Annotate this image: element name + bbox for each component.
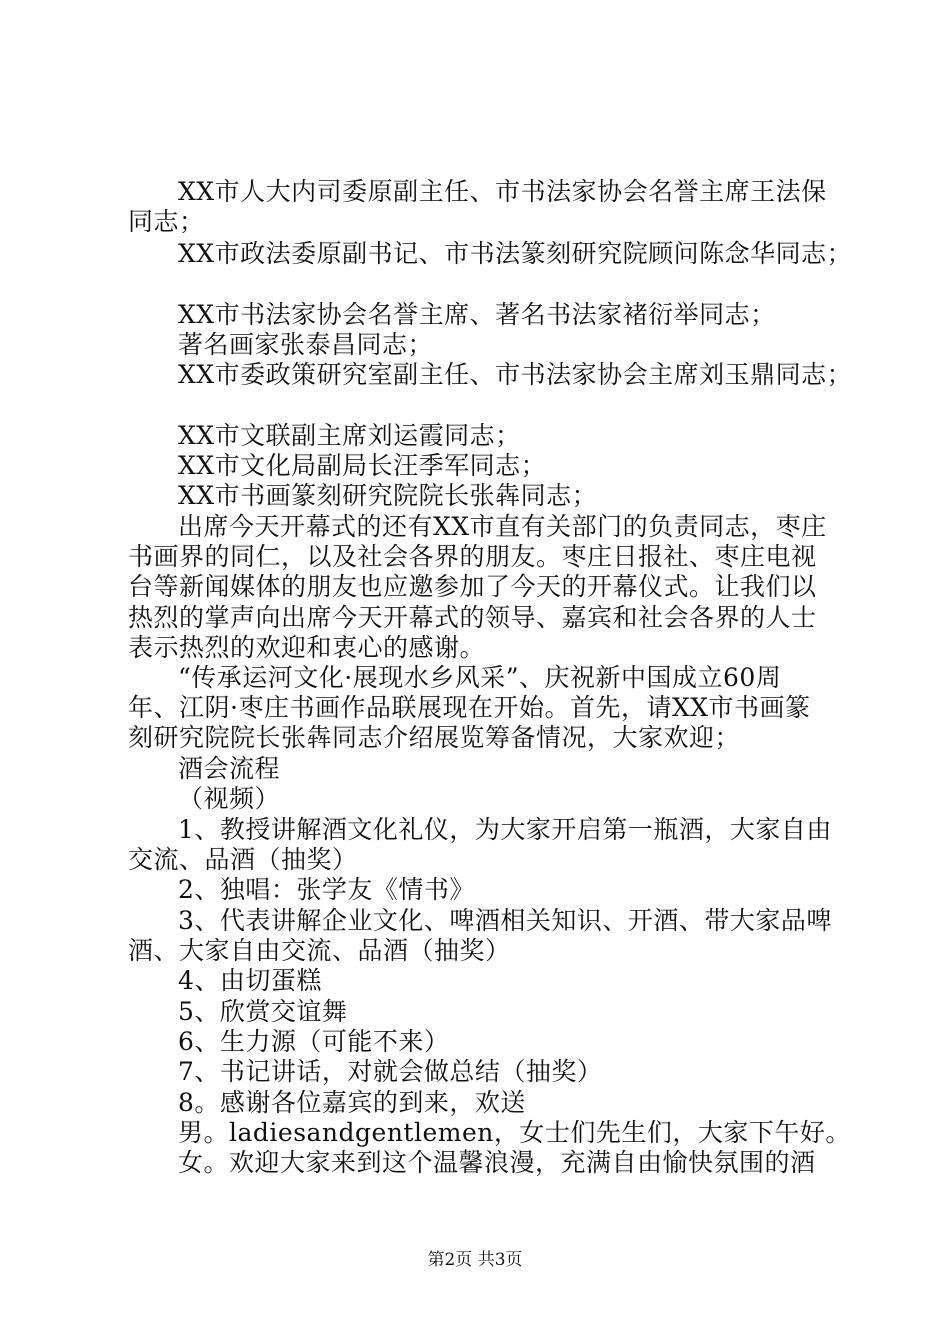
text-line: 8。感谢各位嘉宾的到来，欢送 — [178, 1088, 526, 1117]
text-line: 7、书记讲话，对就会做总结（抽奖） — [178, 1057, 603, 1086]
text-line: 热烈的掌声向出席今天开幕式的领导、嘉宾和社会各界的人士 — [128, 603, 817, 632]
text-line: 酒会流程 — [178, 754, 281, 783]
text-line: 1、教授讲解酒文化礼仪，为大家开启第一瓶酒，大家自由 — [178, 815, 832, 844]
text-line: 6、生力源（可能不来） — [178, 1027, 450, 1056]
text-line: 男。ladiesandgentlemen，女士们先生们，大家下午好。 — [178, 1118, 851, 1147]
text-line: XX市文联副主席刘运霞同志； — [178, 421, 521, 450]
text-line: XX市委政策研究室副主任、市书法家协会主席刘玉鼎同志； — [178, 360, 853, 389]
text-line: 5、欣赏交谊舞 — [178, 997, 348, 1026]
text-line: XX市人大内司委原副主任、市书法家协会名誉主席王法保 — [178, 177, 827, 206]
text-line: 刻研究院院长张犇同志介绍展览筹备情况，大家欢迎； — [128, 723, 741, 752]
text-line: 4、由切蛋糕 — [178, 966, 322, 995]
text-line: 著名画家张泰昌同志； — [178, 330, 434, 359]
text-line: 同志； — [128, 207, 205, 236]
text-line: 表示热烈的欢迎和衷心的感谢。 — [128, 633, 486, 662]
text-line: XX市文化局副局长汪季军同志； — [178, 451, 547, 480]
text-line: XX市政法委原副书记、市书法篆刻研究院顾问陈念华同志； — [178, 239, 853, 268]
text-line: “传承运河文化·展现水乡风采”、庆祝新中国成立60周 — [178, 663, 782, 692]
text-line: 3、代表讲解企业文化、啤酒相关知识、开酒、带大家品啤 — [178, 906, 832, 935]
text-line: 年、江阴·枣庄书画作品联展现在开始。首先，请XX市书画篆 — [128, 693, 811, 722]
text-line: 交流、品酒（抽奖） — [128, 845, 358, 874]
text-line: 2、独唱：张学友《情书》 — [178, 875, 475, 904]
text-line: 台等新闻媒体的朋友也应邀参加了今天的开幕仪式。让我们以 — [128, 572, 817, 601]
text-line: （视频） — [178, 784, 281, 813]
text-line: XX市书画篆刻研究院院长张犇同志； — [178, 481, 598, 510]
text-line: 女。欢迎大家来到这个温馨浪漫，充满自由愉快氛围的酒 — [178, 1148, 816, 1177]
text-line: 书画界的同仁，以及社会各界的朋友。枣庄日报社、枣庄电视 — [128, 542, 817, 571]
page-footer: 第2页 共3页 — [427, 1250, 523, 1270]
text-line: 出席今天开幕式的还有XX市直有关部门的负责同志，枣庄 — [178, 512, 827, 541]
text-line: XX市书法家协会名誉主席、著名书法家褚衍举同志； — [178, 300, 776, 329]
text-line: 酒、大家自由交流、品酒（抽奖） — [128, 936, 511, 965]
